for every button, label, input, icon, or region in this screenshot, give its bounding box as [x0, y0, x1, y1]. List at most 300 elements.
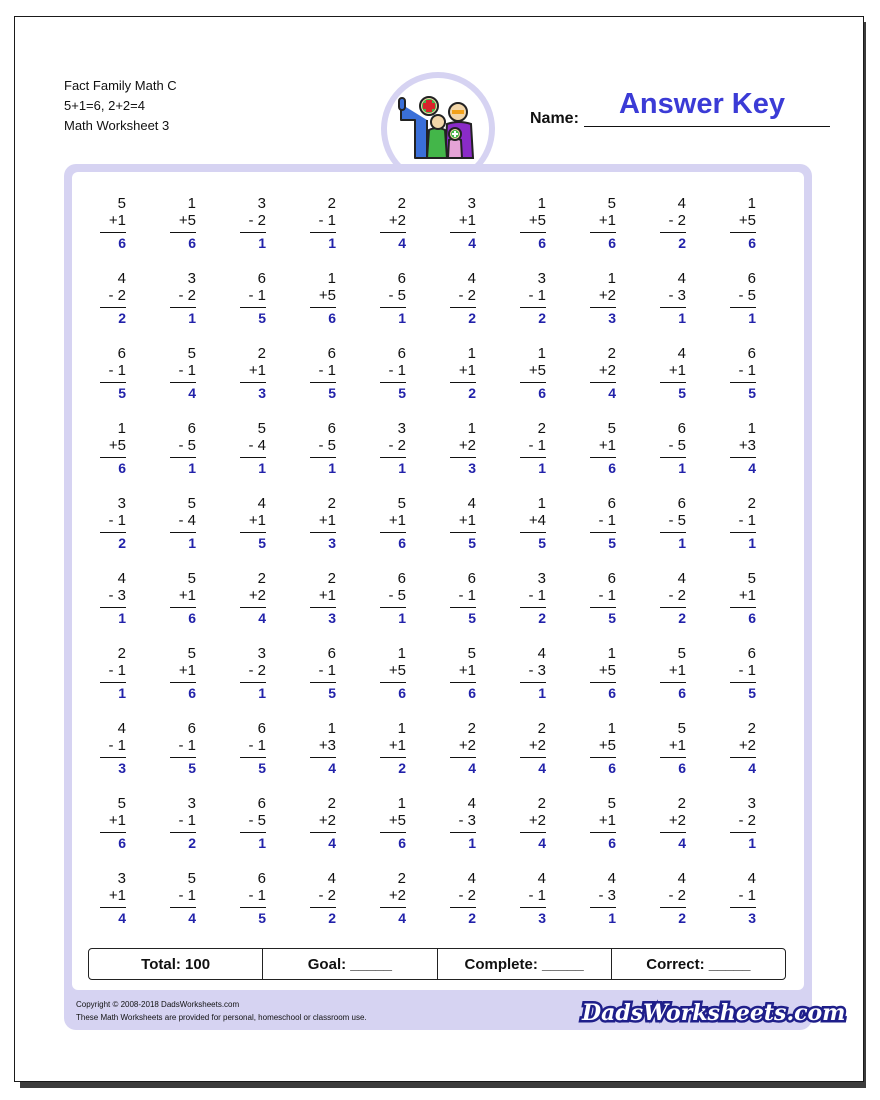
problem	[84, 571, 154, 646]
problem-top-number: 6	[397, 345, 406, 362]
problem-answer: 5	[328, 685, 336, 701]
problem	[504, 571, 574, 646]
copyright-text: Copyright © 2008-2018 DadsWorksheets.com	[76, 1000, 240, 1009]
problem-rule	[660, 682, 686, 683]
problem	[294, 571, 364, 646]
problem-answer: 4	[748, 760, 756, 776]
problem	[714, 421, 784, 496]
problem-operator-number: +1	[388, 737, 406, 754]
problem-rule	[450, 682, 476, 683]
problem	[154, 571, 224, 646]
problem-operator-number: - 3	[598, 887, 616, 904]
problem-operator-number: - 5	[738, 287, 756, 304]
problem-operator-number: - 2	[668, 212, 686, 229]
problem-top-number: 6	[327, 645, 336, 662]
problem	[714, 721, 784, 796]
problem	[644, 571, 714, 646]
problem-operator-number: +5	[598, 737, 616, 754]
problem-operator-number: +1	[738, 587, 756, 604]
problem-operator-number: +5	[178, 212, 196, 229]
problem-operator-number: +1	[598, 812, 616, 829]
problem-rule	[100, 682, 126, 683]
problem-rule	[520, 532, 546, 533]
problem-answer: 2	[328, 910, 336, 926]
problem-top-number: 3	[117, 495, 126, 512]
problem-top-number: 3	[187, 270, 196, 287]
problem	[714, 571, 784, 646]
problem-answer: 1	[328, 460, 336, 476]
problem-operator-number: +2	[318, 812, 336, 829]
problem-rule	[730, 532, 756, 533]
problem	[294, 496, 364, 571]
problem-top-number: 6	[257, 870, 266, 887]
problem-answer: 1	[188, 460, 196, 476]
problem-operator-number: - 2	[458, 887, 476, 904]
problem-operator-number: +1	[458, 212, 476, 229]
problem-operator-number: - 1	[248, 887, 266, 904]
problem-answer: 1	[188, 310, 196, 326]
problem-rule	[170, 832, 196, 833]
problem	[364, 571, 434, 646]
problem-rule	[310, 232, 336, 233]
problem-operator-number: - 1	[318, 362, 336, 379]
score-summary	[88, 948, 786, 980]
problem	[84, 271, 154, 346]
problem-rule	[450, 607, 476, 608]
problem	[574, 721, 644, 796]
problem-top-number: 4	[467, 495, 476, 512]
problem-top-number: 6	[117, 345, 126, 362]
problem	[154, 421, 224, 496]
problem-answer: 1	[398, 460, 406, 476]
problem-answer: 5	[748, 385, 756, 401]
problem-operator-number: +1	[318, 512, 336, 529]
problem-operator-number: - 3	[668, 287, 686, 304]
problem-top-number: 6	[257, 795, 266, 812]
problem-top-number: 1	[467, 345, 476, 362]
problem-answer: 4	[398, 910, 406, 926]
worksheet-subtitle: 5+1=6, 2+2=4	[64, 98, 145, 113]
problem	[294, 196, 364, 271]
problem-operator-number: - 4	[178, 512, 196, 529]
problem-rule	[660, 607, 686, 608]
problem-operator-number: +5	[388, 812, 406, 829]
problem-answer: 1	[538, 460, 546, 476]
problem-top-number: 6	[257, 270, 266, 287]
problem	[434, 871, 504, 946]
problem	[224, 421, 294, 496]
problem-operator-number: +2	[598, 362, 616, 379]
problem-top-number: 6	[397, 270, 406, 287]
problem-answer: 1	[748, 535, 756, 551]
problem-operator-number: +2	[738, 737, 756, 754]
problem-rule	[730, 232, 756, 233]
problem	[84, 721, 154, 796]
problem-top-number: 1	[117, 420, 126, 437]
problem	[504, 796, 574, 871]
problem-answer: 1	[398, 610, 406, 626]
problem-rule	[170, 907, 196, 908]
problem	[154, 496, 224, 571]
problem-operator-number: +1	[318, 587, 336, 604]
problem-answer: 5	[608, 535, 616, 551]
problem	[154, 271, 224, 346]
problem-top-number: 5	[607, 795, 616, 812]
problem-answer: 5	[328, 385, 336, 401]
problem-rule	[450, 457, 476, 458]
problem-answer: 3	[328, 610, 336, 626]
problem-answer: 3	[118, 760, 126, 776]
problem	[504, 871, 574, 946]
problem-answer: 4	[538, 835, 546, 851]
problem-answer: 4	[188, 910, 196, 926]
problem-rule	[310, 832, 336, 833]
problem-rule	[380, 457, 406, 458]
worksheet-number: Math Worksheet 3	[64, 118, 170, 133]
problem-answer: 2	[118, 535, 126, 551]
problem	[224, 346, 294, 421]
problem-rule	[310, 307, 336, 308]
problem-answer: 1	[258, 835, 266, 851]
problem-answer: 5	[118, 385, 126, 401]
problem-operator-number: - 5	[668, 437, 686, 454]
problem-rule	[730, 907, 756, 908]
fact-family-people-icon	[395, 90, 481, 170]
problem	[154, 721, 224, 796]
problem-rule	[310, 457, 336, 458]
problem-answer: 5	[258, 310, 266, 326]
problem-top-number: 4	[467, 270, 476, 287]
problem-answer: 4	[118, 910, 126, 926]
problem-operator-number: +1	[458, 362, 476, 379]
problem-operator-number: +2	[458, 437, 476, 454]
problem-top-number: 1	[747, 420, 756, 437]
problem-top-number: 5	[397, 495, 406, 512]
problem-top-number: 3	[257, 195, 266, 212]
problem-top-number: 4	[607, 870, 616, 887]
problem-answer: 5	[468, 535, 476, 551]
problem	[644, 346, 714, 421]
problem-operator-number: - 1	[178, 812, 196, 829]
problem-answer: 2	[398, 760, 406, 776]
problem-operator-number: - 2	[458, 287, 476, 304]
problem-rule	[730, 607, 756, 608]
problem-answer: 3	[748, 910, 756, 926]
problem-answer: 3	[468, 460, 476, 476]
problem-top-number: 3	[747, 795, 756, 812]
problem	[644, 196, 714, 271]
problem-top-number: 4	[257, 495, 266, 512]
problem-operator-number: - 1	[528, 287, 546, 304]
problem-answer: 6	[678, 685, 686, 701]
problem-rule	[170, 232, 196, 233]
problem-operator-number: - 1	[108, 737, 126, 754]
problem-top-number: 2	[537, 795, 546, 812]
problem-rule	[170, 307, 196, 308]
problem	[504, 421, 574, 496]
problem-top-number: 6	[677, 420, 686, 437]
problem	[434, 646, 504, 721]
problem-answer: 6	[748, 235, 756, 251]
problem-answer: 6	[538, 235, 546, 251]
problem-rule	[380, 832, 406, 833]
problem	[294, 271, 364, 346]
problem-rule	[520, 907, 546, 908]
problem	[504, 496, 574, 571]
problem-rule	[660, 307, 686, 308]
problem-rule	[520, 457, 546, 458]
problem-answer: 5	[468, 610, 476, 626]
problem-answer: 2	[538, 310, 546, 326]
problem-top-number: 5	[187, 645, 196, 662]
problem-top-number: 3	[537, 270, 546, 287]
problem-rule	[660, 457, 686, 458]
problem-top-number: 1	[537, 345, 546, 362]
problem-operator-number: +1	[178, 662, 196, 679]
problem-rule	[170, 607, 196, 608]
problem-operator-number: - 4	[248, 437, 266, 454]
problem-operator-number: +1	[108, 887, 126, 904]
problem-answer: 4	[678, 835, 686, 851]
problem-rule	[100, 907, 126, 908]
problem-operator-number: +1	[598, 437, 616, 454]
problem-operator-number: +5	[528, 212, 546, 229]
problem	[714, 346, 784, 421]
problem-rule	[380, 382, 406, 383]
problem-top-number: 5	[607, 420, 616, 437]
problem	[504, 196, 574, 271]
problem	[154, 196, 224, 271]
problem-rule	[450, 232, 476, 233]
problem-rule	[730, 682, 756, 683]
problem-rule	[240, 532, 266, 533]
problem-answer: 6	[188, 610, 196, 626]
problem-top-number: 1	[187, 195, 196, 212]
problem-answer: 2	[468, 910, 476, 926]
problem-top-number: 6	[747, 345, 756, 362]
problem-rule	[450, 307, 476, 308]
problem-operator-number: - 1	[108, 362, 126, 379]
problem	[714, 646, 784, 721]
problem	[224, 196, 294, 271]
problem-top-number: 4	[677, 270, 686, 287]
problem-top-number: 1	[537, 495, 546, 512]
problem-top-number: 2	[397, 195, 406, 212]
problem	[84, 646, 154, 721]
problem	[434, 796, 504, 871]
problem-operator-number: - 1	[108, 512, 126, 529]
problem-rule	[730, 757, 756, 758]
problem-operator-number: - 5	[668, 512, 686, 529]
problem-rule	[310, 607, 336, 608]
problem-operator-number: +5	[388, 662, 406, 679]
problem-operator-number: - 2	[248, 212, 266, 229]
problem-answer: 5	[258, 535, 266, 551]
problem-rule	[170, 382, 196, 383]
problem-answer: 6	[608, 685, 616, 701]
problem-operator-number: +1	[458, 662, 476, 679]
problem-rule	[310, 682, 336, 683]
problem	[364, 871, 434, 946]
problem-top-number: 5	[117, 195, 126, 212]
problem-rule	[450, 382, 476, 383]
problem-rule	[310, 907, 336, 908]
problem-rule	[520, 307, 546, 308]
problem	[714, 871, 784, 946]
footer-copyright	[76, 998, 367, 1024]
problem-top-number: 2	[537, 420, 546, 437]
problem-rule	[450, 907, 476, 908]
problem-top-number: 4	[677, 570, 686, 587]
problem-answer: 6	[678, 760, 686, 776]
problem	[504, 346, 574, 421]
problem-operator-number: - 1	[318, 662, 336, 679]
problem-answer: 4	[468, 235, 476, 251]
problem-rule	[660, 832, 686, 833]
problem-answer: 1	[608, 910, 616, 926]
problem-rule	[380, 307, 406, 308]
problem	[294, 646, 364, 721]
problem	[434, 346, 504, 421]
problem-rule	[310, 532, 336, 533]
problem-rule	[100, 757, 126, 758]
problem-answer: 6	[398, 685, 406, 701]
problem-top-number: 4	[467, 795, 476, 812]
brand-logo-text: DadsWorksheets.com	[582, 1000, 846, 1026]
problem-top-number: 1	[397, 795, 406, 812]
problem-top-number: 2	[537, 720, 546, 737]
problem-operator-number: +2	[668, 812, 686, 829]
problem-answer: 6	[188, 685, 196, 701]
problem-top-number: 5	[187, 570, 196, 587]
problem	[84, 196, 154, 271]
problem-rule	[590, 832, 616, 833]
problem-top-number: 1	[607, 720, 616, 737]
problem-top-number: 5	[677, 645, 686, 662]
problem-top-number: 2	[607, 345, 616, 362]
problem-rule	[240, 307, 266, 308]
problem-operator-number: - 3	[458, 812, 476, 829]
problem-rule	[590, 457, 616, 458]
problem-answer: 1	[258, 235, 266, 251]
problem	[224, 571, 294, 646]
problem-operator-number: - 2	[738, 812, 756, 829]
problem-operator-number: - 1	[528, 587, 546, 604]
problem-answer: 6	[608, 835, 616, 851]
problem-operator-number: - 1	[178, 887, 196, 904]
problem-rule	[380, 907, 406, 908]
problem	[644, 421, 714, 496]
problem	[364, 346, 434, 421]
worksheet-header	[64, 76, 177, 136]
problem-operator-number: +1	[668, 737, 686, 754]
problem-operator-number: - 1	[598, 512, 616, 529]
problem-top-number: 2	[467, 720, 476, 737]
problem-answer: 4	[328, 835, 336, 851]
problem	[574, 421, 644, 496]
problem-top-number: 3	[397, 420, 406, 437]
problem	[644, 271, 714, 346]
problem-answer: 4	[398, 235, 406, 251]
problem	[714, 196, 784, 271]
problem-answer: 1	[678, 460, 686, 476]
problem-top-number: 4	[117, 270, 126, 287]
problem-operator-number: +3	[738, 437, 756, 454]
problem-top-number: 2	[257, 570, 266, 587]
problem-top-number: 4	[327, 870, 336, 887]
problem-rule	[590, 757, 616, 758]
problem-top-number: 5	[677, 720, 686, 737]
problem-top-number: 4	[467, 870, 476, 887]
answer-key-text: Answer Key	[618, 88, 785, 120]
problem-top-number: 6	[747, 270, 756, 287]
problem-operator-number: +5	[318, 287, 336, 304]
problem-rule	[100, 607, 126, 608]
problem	[574, 271, 644, 346]
problem-operator-number: - 2	[388, 437, 406, 454]
problem-top-number: 2	[397, 870, 406, 887]
problem-operator-number: +1	[598, 212, 616, 229]
problem-answer: 6	[608, 760, 616, 776]
problem-rule	[520, 232, 546, 233]
problem-top-number: 6	[257, 720, 266, 737]
problem-top-number: 5	[467, 645, 476, 662]
problem	[714, 496, 784, 571]
problem-answer: 2	[678, 610, 686, 626]
problem	[644, 646, 714, 721]
problem	[364, 271, 434, 346]
problem	[504, 721, 574, 796]
problem-operator-number: +5	[738, 212, 756, 229]
problem-rule	[240, 232, 266, 233]
problem-rule	[240, 907, 266, 908]
problem-top-number: 4	[677, 195, 686, 212]
problem-operator-number: - 1	[108, 662, 126, 679]
problem	[364, 646, 434, 721]
problem-answer: 1	[748, 835, 756, 851]
problem-answer: 2	[678, 235, 686, 251]
problem-answer: 6	[398, 835, 406, 851]
problem	[224, 271, 294, 346]
problem-top-number: 2	[327, 795, 336, 812]
problem-operator-number: +1	[248, 512, 266, 529]
problem-top-number: 6	[327, 420, 336, 437]
problem-rule	[240, 607, 266, 608]
problem	[224, 646, 294, 721]
problem-operator-number: +2	[388, 212, 406, 229]
problem-top-number: 1	[607, 645, 616, 662]
problem-operator-number: +1	[108, 812, 126, 829]
problem-operator-number: - 1	[528, 437, 546, 454]
problem	[574, 196, 644, 271]
problem-rule	[310, 757, 336, 758]
problem-answer: 1	[538, 685, 546, 701]
problem	[294, 721, 364, 796]
problem-operator-number: - 1	[178, 362, 196, 379]
problem	[224, 871, 294, 946]
problem	[364, 196, 434, 271]
problem	[714, 271, 784, 346]
problem-operator-number: +5	[108, 437, 126, 454]
problem-rule	[380, 532, 406, 533]
problem-operator-number: - 2	[668, 587, 686, 604]
problem-top-number: 2	[747, 495, 756, 512]
problem-rule	[590, 682, 616, 683]
problem-answer: 2	[468, 310, 476, 326]
problem	[364, 496, 434, 571]
problem-top-number: 6	[187, 420, 196, 437]
problem-rule	[100, 532, 126, 533]
